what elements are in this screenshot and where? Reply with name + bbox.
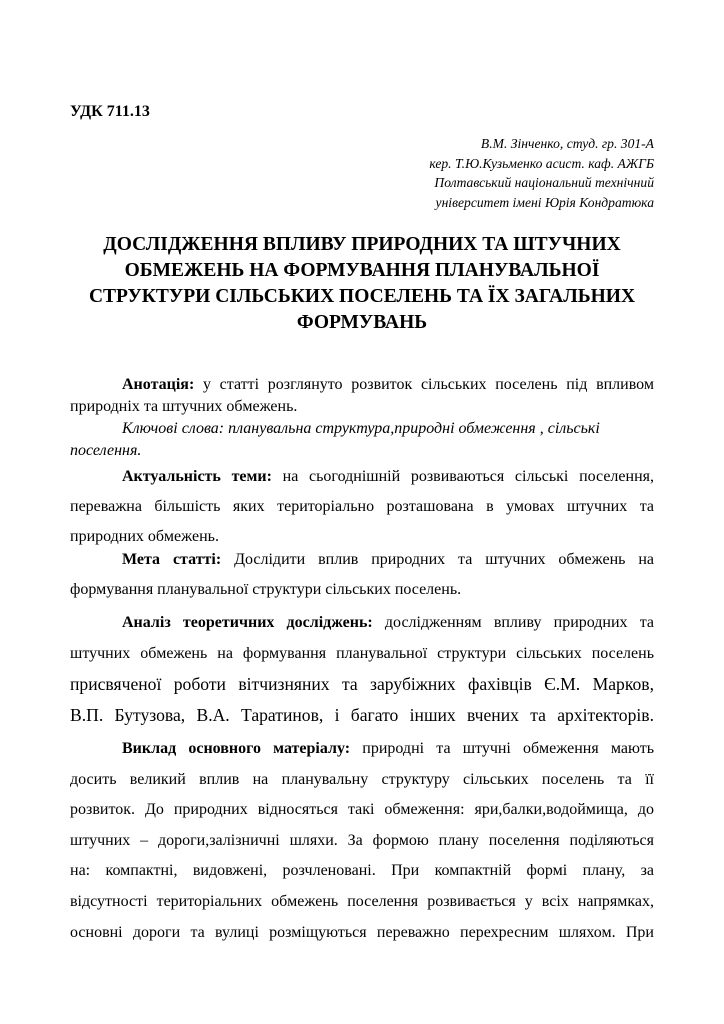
keywords-text: Ключові слова: планувальна структура,природні обмеження , сільські [122, 420, 600, 437]
keywords-paragraph [70, 418, 654, 462]
analysis-text: В.П. Бутузова, В.А. Таратинов, і багато інших вчених та архітекторів. [70, 705, 654, 725]
main-material-paragraph [70, 734, 654, 948]
supervisor-line: кер. Т.Ю.Кузьменко асист. каф. АЖГБ [429, 155, 654, 171]
relevance-label: Актуальність теми: [122, 468, 272, 485]
institution-line: університет імені Юрія Кондратюка [435, 194, 654, 210]
author-line: В.М. Зінченко, студ. гр. 301-А [480, 136, 654, 151]
purpose-text: формування планувальної структури сільських поселень. [70, 581, 462, 598]
author-block [234, 134, 654, 212]
title-line: ОБМЕЖЕНЬ НА ФОРМУВАННЯ ПЛАНУВАЛЬНОЇ [124, 260, 600, 281]
annotation-text: у статті розглянуто розвиток сільських поселень під впливом [194, 376, 654, 393]
analysis-text: присвяченої роботи вітчизняних та зарубіжних фахівців Є.М. Марков, [70, 674, 654, 694]
relevance-text: на сьогоднішній розвиваються сільські поселення, [271, 468, 655, 485]
annotation-label: Анотація: [122, 376, 195, 393]
main-material-text: розвиток. До природних відносяться такі обмеження: яри,балки,водоймища, до [70, 801, 654, 819]
title-line: ФОРМУВАНЬ [296, 312, 428, 333]
keywords-text: поселення. [70, 442, 142, 459]
main-material-text: досить великий вплив на планувальну структуру сільських поселень та її [70, 770, 654, 788]
analysis-text: штучних обмежень на формування планувальної структури сільських поселень [70, 645, 654, 662]
purpose-text: Дослідити вплив природних та штучних обмежень на [221, 551, 654, 568]
institution-line: Полтавський національний технічний [434, 175, 654, 190]
relevance-text: переважна більшість яких територіально розташована в умовах штучних та [70, 498, 654, 515]
purpose-paragraph [70, 545, 654, 605]
main-material-text: природні та штучні обмеження мають [350, 740, 654, 757]
annotation-text: природніх та штучних обмежень. [70, 398, 298, 415]
relevance-paragraph [70, 462, 654, 552]
annotation-paragraph [70, 374, 654, 418]
purpose-label: Мета статті: [122, 551, 222, 568]
udk-code: УДК 711.13 [70, 103, 150, 120]
analysis-paragraph [70, 607, 654, 731]
title-line: СТРУКТУРИ СІЛЬСЬКИХ ПОСЕЛЕНЬ ТА ЇХ ЗАГАЛЬНИХ [88, 286, 636, 307]
main-material-text: відсутності територіальних обмежень поселення розвивається у всіх напрямках, [70, 892, 654, 910]
title-line: ДОСЛІДЖЕННЯ ВПЛИВУ ПРИРОДНИХ ТА ШТУЧНИХ [103, 234, 621, 255]
main-material-text: штучних – дороги,залізничні шляхи. За формою плану поселення поділяються [70, 831, 654, 849]
main-material-label: Виклад основного матеріалу: [122, 740, 351, 757]
paper-title [70, 232, 654, 336]
main-material-text: на: компактні, видовжені, розчленовані. При компактній формі плану, за [70, 862, 654, 880]
relevance-text: природних обмежень. [70, 528, 219, 545]
analysis-text: дослідженням впливу природних та [372, 614, 654, 631]
main-material-text: основні дороги та вулиці розміщуються переважно перехресним шляхом. При [70, 923, 654, 941]
analysis-label: Аналіз теоретичних досліджень: [122, 614, 373, 631]
